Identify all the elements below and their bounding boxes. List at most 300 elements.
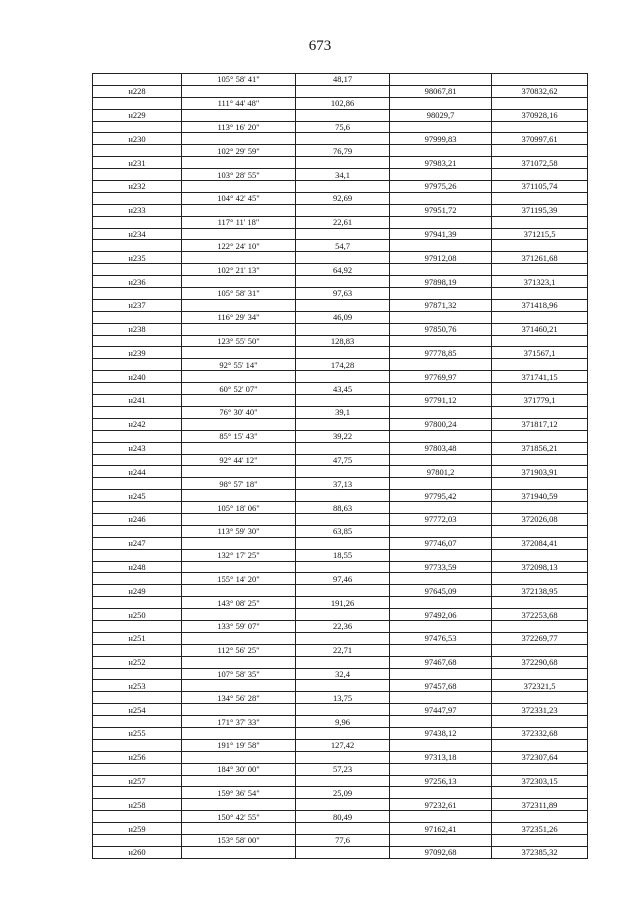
y-cell <box>492 311 588 323</box>
point-row <box>93 395 588 407</box>
segment-row <box>93 787 588 799</box>
y-cell <box>492 192 588 204</box>
x-cell <box>390 502 492 514</box>
point-cell: н257 <box>93 775 182 787</box>
point-cell: н255 <box>93 727 182 739</box>
y-cell: 372307,64 <box>492 751 588 763</box>
point-cell <box>93 169 182 181</box>
point-row <box>93 823 588 835</box>
point-cell <box>93 811 182 823</box>
point-cell: н230 <box>93 133 182 145</box>
point-cell: н244 <box>93 466 182 478</box>
y-cell <box>492 97 588 109</box>
x-cell: 97313,18 <box>390 751 492 763</box>
point-row <box>93 442 588 454</box>
y-cell <box>492 406 588 418</box>
length-cell: 191,26 <box>296 597 390 609</box>
angle-cell <box>182 727 296 739</box>
point-row <box>93 561 588 573</box>
y-cell <box>492 169 588 181</box>
length-cell: 43,45 <box>296 383 390 395</box>
segment-row <box>93 454 588 466</box>
length-cell: 80,49 <box>296 811 390 823</box>
point-cell: н237 <box>93 299 182 311</box>
length-cell: 54,7 <box>296 240 390 252</box>
y-cell <box>492 264 588 276</box>
length-cell: 39,22 <box>296 430 390 442</box>
point-cell <box>93 264 182 276</box>
length-cell <box>296 537 390 549</box>
length-cell <box>296 323 390 335</box>
y-cell <box>492 597 588 609</box>
y-cell: 371215,5 <box>492 228 588 240</box>
length-cell <box>296 395 390 407</box>
x-cell: 97746,07 <box>390 537 492 549</box>
length-cell <box>296 85 390 97</box>
point-cell <box>93 668 182 680</box>
x-cell: 97733,59 <box>390 561 492 573</box>
point-row <box>93 609 588 621</box>
x-cell: 98029,7 <box>390 109 492 121</box>
point-row <box>93 157 588 169</box>
angle-cell: 60° 52' 07" <box>182 383 296 395</box>
x-cell <box>390 216 492 228</box>
angle-cell: 159° 36' 54" <box>182 787 296 799</box>
angle-cell: 155° 14' 20" <box>182 573 296 585</box>
angle-cell <box>182 299 296 311</box>
point-cell: н234 <box>93 228 182 240</box>
y-cell: 372084,41 <box>492 537 588 549</box>
length-cell <box>296 561 390 573</box>
angle-cell: 184° 30' 00" <box>182 763 296 775</box>
y-cell <box>492 74 588 86</box>
point-cell <box>93 549 182 561</box>
angle-cell <box>182 276 296 288</box>
y-cell: 371779,1 <box>492 395 588 407</box>
angle-cell <box>182 228 296 240</box>
point-cell <box>93 121 182 133</box>
length-cell: 13,75 <box>296 692 390 704</box>
x-cell <box>390 169 492 181</box>
point-row <box>93 727 588 739</box>
angle-cell: 132° 17' 25" <box>182 549 296 561</box>
angle-cell <box>182 561 296 573</box>
segment-row <box>93 573 588 585</box>
point-cell: н247 <box>93 537 182 549</box>
angle-cell <box>182 846 296 858</box>
x-cell: 97800,24 <box>390 418 492 430</box>
point-row <box>93 228 588 240</box>
point-row <box>93 347 588 359</box>
point-cell <box>93 787 182 799</box>
x-cell <box>390 525 492 537</box>
x-cell: 97801,2 <box>390 466 492 478</box>
segment-row <box>93 97 588 109</box>
length-cell: 47,75 <box>296 454 390 466</box>
angle-cell <box>182 109 296 121</box>
angle-cell: 116° 29' 34" <box>182 311 296 323</box>
point-cell: н243 <box>93 442 182 454</box>
x-cell: 97795,42 <box>390 490 492 502</box>
y-cell <box>492 811 588 823</box>
angle-cell: 122° 24' 10" <box>182 240 296 252</box>
point-cell <box>93 644 182 656</box>
point-cell: н238 <box>93 323 182 335</box>
x-cell: 97467,68 <box>390 656 492 668</box>
y-cell: 372351,26 <box>492 823 588 835</box>
x-cell: 97791,12 <box>390 395 492 407</box>
x-cell <box>390 288 492 300</box>
point-cell <box>93 573 182 585</box>
point-cell <box>93 406 182 418</box>
point-row <box>93 513 588 525</box>
y-cell <box>492 502 588 514</box>
y-cell: 370832,62 <box>492 85 588 97</box>
point-cell: н228 <box>93 85 182 97</box>
y-cell: 372098,13 <box>492 561 588 573</box>
x-cell <box>390 311 492 323</box>
segment-row <box>93 359 588 371</box>
point-cell: н253 <box>93 680 182 692</box>
point-row <box>93 466 588 478</box>
x-cell <box>390 811 492 823</box>
x-cell: 97975,26 <box>390 181 492 193</box>
length-cell: 75,6 <box>296 121 390 133</box>
angle-cell: 117° 11' 18" <box>182 216 296 228</box>
angle-cell <box>182 609 296 621</box>
x-cell: 97803,48 <box>390 442 492 454</box>
y-cell: 371195,39 <box>492 204 588 216</box>
x-cell <box>390 478 492 490</box>
length-cell: 46,09 <box>296 311 390 323</box>
angle-cell: 112° 56' 25" <box>182 644 296 656</box>
length-cell <box>296 846 390 858</box>
length-cell <box>296 109 390 121</box>
length-cell <box>296 775 390 787</box>
angle-cell: 171° 37' 33" <box>182 716 296 728</box>
length-cell: 57,23 <box>296 763 390 775</box>
angle-cell <box>182 656 296 668</box>
length-cell: 22,36 <box>296 620 390 632</box>
y-cell: 372290,68 <box>492 656 588 668</box>
point-cell <box>93 192 182 204</box>
length-cell: 34,1 <box>296 169 390 181</box>
length-cell <box>296 490 390 502</box>
length-cell: 22,61 <box>296 216 390 228</box>
y-cell <box>492 335 588 347</box>
y-cell: 372269,77 <box>492 632 588 644</box>
point-row <box>93 537 588 549</box>
y-cell <box>492 359 588 371</box>
angle-cell <box>182 632 296 644</box>
angle-cell <box>182 157 296 169</box>
angle-cell: 134° 56' 28" <box>182 692 296 704</box>
length-cell: 37,13 <box>296 478 390 490</box>
y-cell <box>492 620 588 632</box>
length-cell: 32,4 <box>296 668 390 680</box>
y-cell <box>492 716 588 728</box>
y-cell: 371903,91 <box>492 466 588 478</box>
x-cell: 97476,53 <box>390 632 492 644</box>
point-cell <box>93 597 182 609</box>
y-cell <box>492 145 588 157</box>
x-cell: 97941,39 <box>390 228 492 240</box>
y-cell <box>492 288 588 300</box>
x-cell <box>390 335 492 347</box>
point-row <box>93 490 588 502</box>
angle-cell: 153° 58' 00" <box>182 835 296 847</box>
x-cell <box>390 121 492 133</box>
length-cell <box>296 823 390 835</box>
segment-row <box>93 478 588 490</box>
point-row <box>93 680 588 692</box>
angle-cell: 92° 55' 14" <box>182 359 296 371</box>
point-row <box>93 276 588 288</box>
y-cell: 371261,68 <box>492 252 588 264</box>
point-cell <box>93 835 182 847</box>
point-cell: н260 <box>93 846 182 858</box>
length-cell <box>296 704 390 716</box>
x-cell: 97778,85 <box>390 347 492 359</box>
point-row <box>93 85 588 97</box>
segment-row <box>93 668 588 680</box>
point-row <box>93 704 588 716</box>
point-cell: н246 <box>93 513 182 525</box>
segment-row <box>93 240 588 252</box>
length-cell <box>296 133 390 145</box>
point-row <box>93 252 588 264</box>
point-row <box>93 204 588 216</box>
segment-row <box>93 335 588 347</box>
segment-row <box>93 430 588 442</box>
angle-cell: 105° 58' 41" <box>182 74 296 86</box>
y-cell <box>492 216 588 228</box>
length-cell: 25,09 <box>296 787 390 799</box>
x-cell: 97951,72 <box>390 204 492 216</box>
segment-row <box>93 145 588 157</box>
point-row <box>93 656 588 668</box>
y-cell: 370997,61 <box>492 133 588 145</box>
angle-cell <box>182 395 296 407</box>
angle-cell: 105° 58' 31" <box>182 288 296 300</box>
point-cell: н241 <box>93 395 182 407</box>
point-cell: н232 <box>93 181 182 193</box>
point-row <box>93 418 588 430</box>
x-cell: 97457,68 <box>390 680 492 692</box>
angle-cell: 123° 55' 50" <box>182 335 296 347</box>
x-cell <box>390 835 492 847</box>
y-cell: 370928,16 <box>492 109 588 121</box>
segment-row <box>93 835 588 847</box>
length-cell <box>296 228 390 240</box>
point-row <box>93 751 588 763</box>
point-cell: н240 <box>93 371 182 383</box>
point-cell <box>93 359 182 371</box>
x-cell: 97232,61 <box>390 799 492 811</box>
point-cell: н256 <box>93 751 182 763</box>
length-cell <box>296 299 390 311</box>
point-cell: н250 <box>93 609 182 621</box>
angle-cell: 92° 44' 12" <box>182 454 296 466</box>
x-cell <box>390 692 492 704</box>
segment-row <box>93 644 588 656</box>
y-cell <box>492 692 588 704</box>
x-cell: 97898,19 <box>390 276 492 288</box>
angle-cell: 102° 29' 59" <box>182 145 296 157</box>
length-cell <box>296 442 390 454</box>
segment-row <box>93 525 588 537</box>
length-cell: 9,96 <box>296 716 390 728</box>
point-cell <box>93 74 182 86</box>
point-cell <box>93 288 182 300</box>
x-cell: 97447,97 <box>390 704 492 716</box>
x-cell: 97769,97 <box>390 371 492 383</box>
y-cell <box>492 835 588 847</box>
angle-cell <box>182 799 296 811</box>
angle-cell: 107° 58' 35" <box>182 668 296 680</box>
angle-cell: 103° 28' 55" <box>182 169 296 181</box>
angle-cell <box>182 513 296 525</box>
point-row <box>93 632 588 644</box>
length-cell <box>296 418 390 430</box>
length-cell: 92,69 <box>296 192 390 204</box>
segment-row <box>93 288 588 300</box>
x-cell <box>390 644 492 656</box>
point-cell <box>93 97 182 109</box>
x-cell <box>390 454 492 466</box>
point-cell: н242 <box>93 418 182 430</box>
point-cell <box>93 739 182 751</box>
x-cell: 97999,83 <box>390 133 492 145</box>
point-cell: н231 <box>93 157 182 169</box>
y-cell <box>492 430 588 442</box>
length-cell <box>296 347 390 359</box>
point-cell <box>93 335 182 347</box>
point-cell <box>93 692 182 704</box>
angle-cell <box>182 323 296 335</box>
x-cell: 97438,12 <box>390 727 492 739</box>
point-cell: н249 <box>93 585 182 597</box>
point-cell: н252 <box>93 656 182 668</box>
x-cell: 98067,81 <box>390 85 492 97</box>
angle-cell <box>182 85 296 97</box>
angle-cell: 104° 42' 45" <box>182 192 296 204</box>
angle-cell: 76° 30' 40" <box>182 406 296 418</box>
length-cell: 97,63 <box>296 288 390 300</box>
x-cell <box>390 549 492 561</box>
x-cell <box>390 430 492 442</box>
point-cell <box>93 763 182 775</box>
point-row <box>93 585 588 597</box>
angle-cell <box>182 490 296 502</box>
segment-row <box>93 811 588 823</box>
y-cell: 371817,12 <box>492 418 588 430</box>
y-cell: 372332,68 <box>492 727 588 739</box>
y-cell <box>492 644 588 656</box>
point-cell: н245 <box>93 490 182 502</box>
point-cell: н233 <box>93 204 182 216</box>
point-cell <box>93 478 182 490</box>
point-cell: н258 <box>93 799 182 811</box>
length-cell: 63,85 <box>296 525 390 537</box>
x-cell <box>390 264 492 276</box>
x-cell <box>390 406 492 418</box>
x-cell <box>390 787 492 799</box>
segment-row <box>93 406 588 418</box>
point-cell <box>93 454 182 466</box>
point-row <box>93 371 588 383</box>
point-row <box>93 799 588 811</box>
angle-cell <box>182 442 296 454</box>
y-cell: 372303,15 <box>492 775 588 787</box>
point-cell: н239 <box>93 347 182 359</box>
segment-row <box>93 192 588 204</box>
segment-row <box>93 169 588 181</box>
segment-row <box>93 549 588 561</box>
x-cell: 97772,03 <box>390 513 492 525</box>
x-cell: 97871,32 <box>390 299 492 311</box>
point-cell: н236 <box>93 276 182 288</box>
y-cell: 371460,21 <box>492 323 588 335</box>
segment-row <box>93 739 588 751</box>
angle-cell <box>182 775 296 787</box>
angle-cell <box>182 252 296 264</box>
length-cell <box>296 799 390 811</box>
angle-cell: 133° 59' 07" <box>182 620 296 632</box>
angle-cell <box>182 680 296 692</box>
angle-cell <box>182 585 296 597</box>
segment-row <box>93 74 588 86</box>
y-cell: 371105,74 <box>492 181 588 193</box>
y-cell: 371856,21 <box>492 442 588 454</box>
segment-row <box>93 692 588 704</box>
segment-row <box>93 311 588 323</box>
y-cell: 371323,1 <box>492 276 588 288</box>
x-cell <box>390 359 492 371</box>
y-cell <box>492 383 588 395</box>
point-row <box>93 133 588 145</box>
length-cell <box>296 751 390 763</box>
point-row <box>93 109 588 121</box>
y-cell: 372138,95 <box>492 585 588 597</box>
x-cell: 97645,09 <box>390 585 492 597</box>
point-cell <box>93 216 182 228</box>
x-cell: 97092,68 <box>390 846 492 858</box>
x-cell <box>390 716 492 728</box>
length-cell <box>296 727 390 739</box>
y-cell <box>492 121 588 133</box>
length-cell <box>296 204 390 216</box>
y-cell <box>492 668 588 680</box>
x-cell <box>390 145 492 157</box>
length-cell: 39,1 <box>296 406 390 418</box>
x-cell: 97850,76 <box>390 323 492 335</box>
point-cell <box>93 620 182 632</box>
y-cell <box>492 478 588 490</box>
point-cell <box>93 240 182 252</box>
y-cell <box>492 525 588 537</box>
length-cell: 18,55 <box>296 549 390 561</box>
segment-row <box>93 383 588 395</box>
length-cell: 88,63 <box>296 502 390 514</box>
point-cell: н229 <box>93 109 182 121</box>
point-cell: н248 <box>93 561 182 573</box>
x-cell <box>390 383 492 395</box>
length-cell <box>296 157 390 169</box>
length-cell <box>296 371 390 383</box>
x-cell: 97162,41 <box>390 823 492 835</box>
point-cell <box>93 311 182 323</box>
